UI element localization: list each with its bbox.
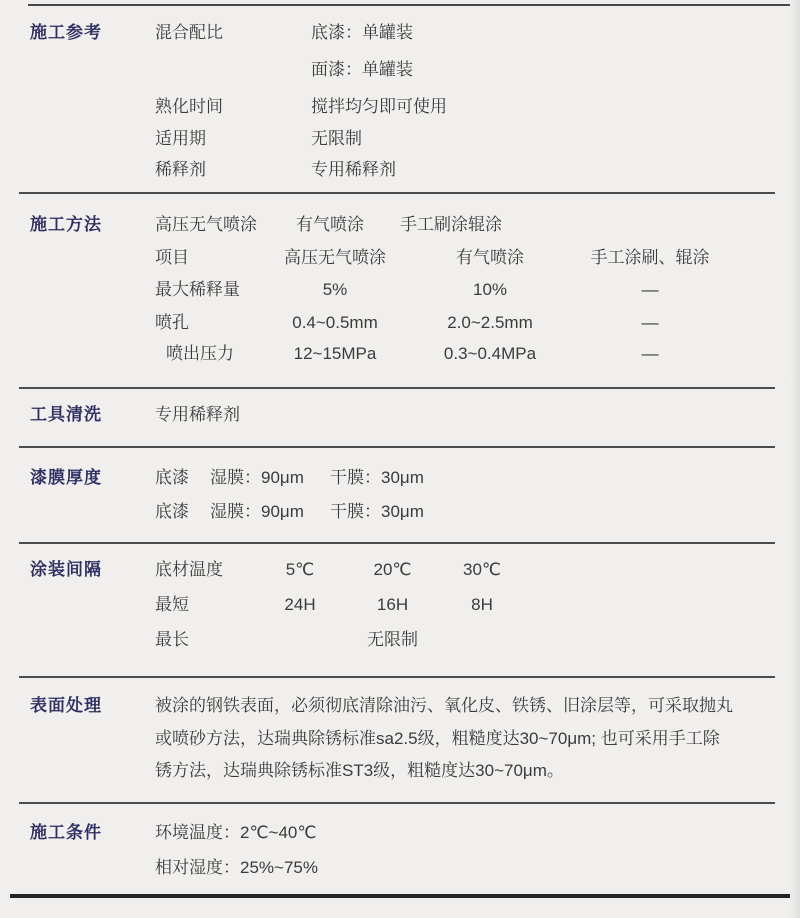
wet-film: 湿膜：90μm	[210, 468, 304, 487]
section-label-film-thickness: 漆膜厚度	[30, 468, 102, 487]
dry-film: 干膜：30μm	[330, 502, 424, 521]
header-brush-roller: 手工涂刷、辊涂	[590, 248, 710, 267]
kv-row	[0, 158, 800, 182]
header-item: 项目	[155, 248, 189, 267]
table-row-pressure	[0, 342, 800, 366]
value-thinner: 专用稀释剂	[311, 160, 396, 179]
cell-value: 0.4~0.5mm	[292, 313, 378, 332]
cell-value: 5%	[322, 280, 348, 299]
table-row-nozzle	[0, 311, 800, 335]
section-label-tool-cleaning: 工具清洗	[30, 405, 102, 424]
kv-row	[0, 95, 800, 119]
section-divider	[19, 387, 775, 389]
cell-value: —	[641, 313, 659, 332]
film-thickness-row	[0, 500, 800, 524]
dry-film: 干膜：30μm	[330, 468, 424, 487]
cell-value: 10%	[472, 280, 508, 299]
methods-line	[0, 213, 800, 237]
value-mix-ratio-primer: 底漆：单罐装	[311, 23, 413, 42]
surface-treatment-line: 或喷砂方法，达瑞典除锈标准sa2.5级，粗糙度达30~70μm; 也可采用手工除	[155, 729, 720, 748]
cell-value: —	[641, 344, 659, 363]
section-divider	[19, 192, 775, 194]
cell-label: 底材温度	[155, 560, 223, 579]
spray-table-header-row	[0, 246, 800, 270]
surface-treatment-line: 锈方法，达瑞典除锈标准ST3级，粗糙度达30~70μm。	[155, 761, 564, 780]
relative-humidity: 相对湿度：25%~75%	[155, 858, 318, 877]
bottom-rule	[10, 894, 790, 898]
cell-value: 0.3~0.4MPa	[443, 344, 537, 363]
coat-name: 底漆	[155, 468, 189, 487]
cell-label: 喷出压力	[166, 344, 234, 363]
method-air-spray: 有气喷涂	[296, 215, 364, 234]
section-divider	[19, 676, 775, 678]
top-divider	[28, 4, 790, 6]
interval-row-maximum	[0, 628, 800, 652]
section-label-application-method: 施工方法	[30, 215, 102, 234]
section-label-application-conditions: 施工条件	[30, 823, 102, 842]
cell-value: 16H	[376, 595, 409, 614]
cell-value: 24H	[284, 595, 316, 614]
interval-row-minimum	[0, 593, 800, 617]
key-curing-time: 熟化时间	[155, 97, 223, 116]
film-thickness-row	[0, 466, 800, 490]
coat-name: 底漆	[155, 502, 189, 521]
cell-value: 20℃	[373, 560, 412, 579]
section-label-coating-interval: 涂装间隔	[30, 560, 102, 579]
table-row-max-thinning	[0, 278, 800, 302]
cell-label: 最大稀释量	[155, 280, 240, 299]
key-pot-life: 适用期	[155, 129, 206, 148]
section-label-application-reference: 施工参考	[30, 23, 102, 42]
cell-value: 8H	[471, 595, 493, 614]
cell-value: 5℃	[285, 560, 315, 579]
key-thinner: 稀释剂	[155, 160, 206, 179]
value-curing-time: 搅拌均匀即可使用	[311, 97, 447, 116]
value-tool-cleaning: 专用稀释剂	[155, 405, 240, 424]
wet-film: 湿膜：90μm	[210, 502, 304, 521]
value-mix-ratio-topcoat: 面漆：单罐装	[311, 60, 413, 79]
method-brush-roller: 手工刷涂辊涂	[400, 215, 502, 234]
cell-label: 喷孔	[155, 313, 189, 332]
cell-label: 最短	[155, 595, 189, 614]
cell-value: 无限制	[367, 630, 418, 649]
surface-treatment-line: 被涂的钢铁表面，必须彻底清除油污、氧化皮、铁锈、旧涂层等，可采取抛丸	[155, 696, 733, 715]
section-divider	[19, 446, 775, 448]
kv-row	[0, 127, 800, 151]
kv-row	[0, 58, 800, 82]
key-mix-ratio: 混合配比	[155, 23, 223, 42]
section-label-surface-treatment: 表面处理	[30, 696, 102, 715]
cell-label: 最长	[155, 630, 189, 649]
cell-value: 2.0~2.5mm	[447, 313, 533, 332]
interval-row-substrate-temp	[0, 558, 800, 582]
header-airless-spray: 高压无气喷涂	[284, 248, 386, 267]
value-pot-life: 无限制	[311, 129, 362, 148]
ambient-temperature: 环境温度：2℃~40℃	[155, 823, 317, 842]
section-divider	[19, 542, 775, 544]
cell-value: 30℃	[462, 560, 501, 579]
header-air-spray: 有气喷涂	[456, 248, 524, 267]
cell-value: 12~15MPa	[293, 344, 377, 363]
kv-row	[0, 21, 800, 45]
section-divider	[19, 802, 775, 804]
method-airless-spray: 高压无气喷涂	[155, 215, 257, 234]
cell-value: —	[641, 280, 659, 299]
